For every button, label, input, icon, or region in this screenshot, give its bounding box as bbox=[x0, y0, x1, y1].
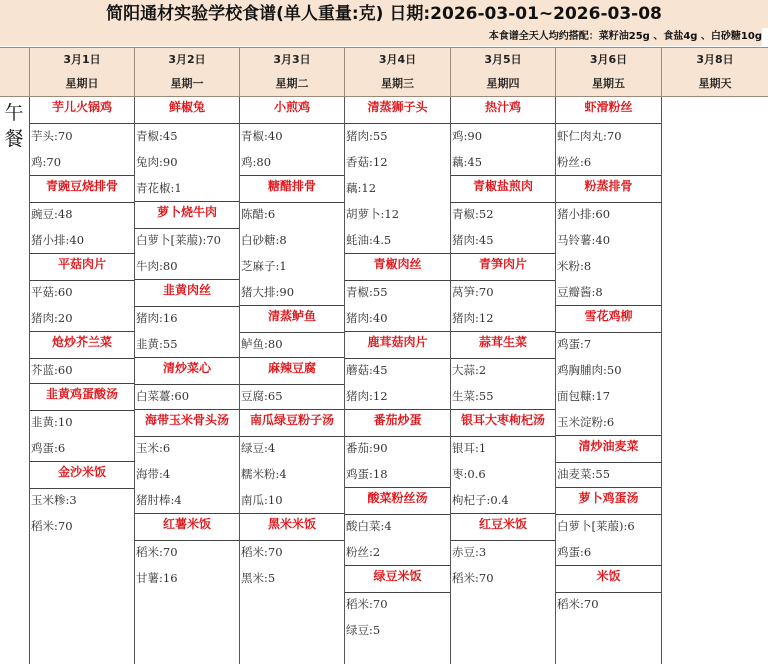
dish-name: 蒜茸生菜 bbox=[451, 331, 555, 359]
ingredient: 芋头:70 bbox=[31, 129, 73, 143]
ingredient: 青椒:45 bbox=[136, 129, 178, 143]
dish-name: 米饭 bbox=[556, 565, 661, 593]
dish-name: 萝卜鸡蛋汤 bbox=[556, 487, 661, 515]
ingredient: 藕:45 bbox=[452, 155, 483, 169]
ingredient: 胡萝卜:12 bbox=[346, 207, 400, 221]
day-column bbox=[29, 97, 134, 664]
ingredient: 猪肉:20 bbox=[31, 311, 73, 325]
ingredient: 鸡:90 bbox=[452, 129, 483, 143]
ingredient: 鸡蛋:6 bbox=[31, 441, 66, 455]
ingredient: 糯米粉:4 bbox=[241, 467, 287, 481]
ingredient: 鸡胸脯肉:50 bbox=[557, 363, 622, 377]
ingredient: 油麦菜:55 bbox=[557, 467, 611, 481]
weekday-cell: 星期五 bbox=[555, 72, 661, 96]
ingredient: 黑米:5 bbox=[241, 571, 276, 585]
ingredient: 鸡:80 bbox=[241, 155, 272, 169]
ingredient: 鲈鱼:80 bbox=[241, 337, 283, 351]
ingredient: 鸡蛋:18 bbox=[346, 467, 388, 481]
ingredient: 牛肉:80 bbox=[136, 259, 178, 273]
ingredient: 青椒:55 bbox=[346, 285, 388, 299]
ingredient: 番茄:90 bbox=[346, 441, 388, 455]
dish-name: 南瓜绿豆粉子汤 bbox=[240, 409, 344, 437]
ingredient: 蘑菇:45 bbox=[346, 363, 388, 377]
ingredient: 海带:4 bbox=[136, 467, 171, 481]
ingredient: 猪肘棒:4 bbox=[136, 493, 182, 507]
date-cell: 3月6日 bbox=[555, 48, 661, 72]
ingredient: 豌豆:48 bbox=[31, 207, 73, 221]
date-cell: 3月8日 bbox=[661, 48, 768, 72]
ingredient: 青椒:40 bbox=[241, 129, 283, 143]
dish-name: 麻辣豆腐 bbox=[240, 357, 344, 385]
page-title: 简阳通材实验学校食谱(单人重量:克) 日期:2026-03-01~2026-03-08 bbox=[0, 0, 768, 28]
day-column bbox=[239, 97, 344, 664]
ingredient: 枣:0.6 bbox=[452, 467, 486, 481]
ingredient: 稻米:70 bbox=[346, 597, 388, 611]
ingredient: 鸡蛋:7 bbox=[557, 337, 592, 351]
ingredient: 青花椒:1 bbox=[136, 181, 182, 195]
ingredient: 甘薯:16 bbox=[136, 571, 178, 585]
weekday-cell: 星期日 bbox=[29, 72, 134, 96]
ingredient: 陈醋:6 bbox=[241, 207, 276, 221]
ingredient: 猪大排:90 bbox=[241, 285, 295, 299]
ingredient: 赤豆:3 bbox=[452, 545, 487, 559]
meal-label-column bbox=[0, 97, 30, 664]
dish-name: 芋儿火锅鸡 bbox=[30, 97, 134, 124]
dish-name: 平菇肉片 bbox=[30, 253, 134, 281]
dish-name: 黑米米饭 bbox=[240, 513, 344, 541]
ingredient: 芝麻子:1 bbox=[241, 259, 287, 273]
ingredient: 蚝油:4.5 bbox=[346, 233, 392, 247]
ingredient: 稻米:70 bbox=[31, 519, 73, 533]
date-cell: 3月5日 bbox=[450, 48, 555, 72]
ingredient: 猪肉:45 bbox=[452, 233, 494, 247]
ingredient: 猪肉:40 bbox=[346, 311, 388, 325]
ingredient: 鸡蛋:6 bbox=[557, 545, 592, 559]
ingredient: 鸡:70 bbox=[31, 155, 62, 169]
ingredient: 芥蓝:60 bbox=[31, 363, 73, 377]
ingredient: 平菇:60 bbox=[31, 285, 73, 299]
dish-name: 粉蒸排骨 bbox=[556, 175, 661, 203]
ingredient: 虾仁肉丸:70 bbox=[557, 129, 622, 143]
dish-name: 金沙米饭 bbox=[30, 461, 134, 489]
ingredient: 香菇:12 bbox=[346, 155, 388, 169]
ingredient: 稻米:70 bbox=[136, 545, 178, 559]
dish-name: 银耳大枣枸杞汤 bbox=[451, 409, 555, 437]
ingredient: 猪肉:12 bbox=[346, 389, 388, 403]
ingredient: 藕:12 bbox=[346, 181, 377, 195]
ingredient: 玉米:6 bbox=[136, 441, 171, 455]
ingredient: 兔肉:90 bbox=[136, 155, 178, 169]
dish-name: 青笋肉片 bbox=[451, 253, 555, 281]
ingredient: 白萝卜[莱菔):70 bbox=[136, 233, 221, 247]
dish-name: 萝卜烧牛肉 bbox=[135, 201, 239, 229]
dish-name: 清炒菜心 bbox=[135, 357, 239, 385]
dish-name: 鲜椒兔 bbox=[135, 97, 239, 124]
dish-name: 清炒油麦菜 bbox=[556, 435, 661, 463]
ingredient: 面包糠:17 bbox=[557, 389, 611, 403]
dish-name: 绿豆米饭 bbox=[345, 565, 450, 593]
ingredient: 青椒:52 bbox=[452, 207, 494, 221]
day-column bbox=[450, 97, 555, 664]
ingredient: 大蒜:2 bbox=[452, 363, 487, 377]
ingredient: 粉丝:6 bbox=[557, 155, 592, 169]
ingredient: 猪肉:16 bbox=[136, 311, 178, 325]
dish-name: 鹿茸菇肉片 bbox=[345, 331, 450, 359]
dish-name: 热汁鸡 bbox=[451, 97, 555, 124]
ingredient: 绿豆:4 bbox=[241, 441, 276, 455]
dish-name: 清蒸狮子头 bbox=[345, 97, 450, 124]
day-column bbox=[134, 97, 239, 664]
dish-name: 炝炒芥兰菜 bbox=[30, 331, 134, 359]
ingredient: 银耳:1 bbox=[452, 441, 487, 455]
ingredient: 猪肉:12 bbox=[452, 311, 494, 325]
ingredient: 玉米淀粉:6 bbox=[557, 415, 615, 429]
weekday-cell: 星期一 bbox=[134, 72, 239, 96]
ingredient: 生菜:55 bbox=[452, 389, 494, 403]
dish-name: 番茄炒蛋 bbox=[345, 409, 450, 437]
meal-label: 午餐 bbox=[4, 102, 24, 150]
weekday-header-row bbox=[0, 72, 768, 97]
ingredient: 马铃薯:40 bbox=[557, 233, 611, 247]
weekday-cell: 星期二 bbox=[239, 72, 344, 96]
dish-name: 清蒸鲈鱼 bbox=[240, 305, 344, 333]
date-header-row bbox=[0, 47, 768, 73]
ingredient: 酸白菜:4 bbox=[346, 519, 392, 533]
ingredient: 粉丝:2 bbox=[346, 545, 381, 559]
dish-name: 虾滑粉丝 bbox=[556, 97, 661, 124]
dish-name: 韭黄肉丝 bbox=[135, 279, 239, 307]
day-column bbox=[344, 97, 450, 664]
date-cell: 3月1日 bbox=[29, 48, 134, 72]
header-corner-cell bbox=[0, 72, 29, 96]
ingredient: 稻米:70 bbox=[241, 545, 283, 559]
weekday-cell: 星期四 bbox=[450, 72, 555, 96]
header-corner-cell bbox=[0, 48, 29, 72]
ingredient: 韭黄:55 bbox=[136, 337, 178, 351]
dish-name: 青椒肉丝 bbox=[345, 253, 450, 281]
weekday-cell: 星期天 bbox=[661, 72, 768, 96]
dish-name: 海带玉米骨头汤 bbox=[135, 409, 239, 437]
date-cell: 3月4日 bbox=[344, 48, 450, 72]
dish-name: 酸菜粉丝汤 bbox=[345, 487, 450, 515]
dish-name: 小煎鸡 bbox=[240, 97, 344, 124]
dish-name: 红豆米饭 bbox=[451, 513, 555, 541]
dish-name: 红薯米饭 bbox=[135, 513, 239, 541]
ingredient: 玉米糁:3 bbox=[31, 493, 77, 507]
ingredient: 枸杞子:0.4 bbox=[452, 493, 509, 507]
dish-name: 青椒盐煎肉 bbox=[451, 175, 555, 203]
ingredient: 白砂糖:8 bbox=[241, 233, 287, 247]
ingredient: 韭黄:10 bbox=[31, 415, 73, 429]
ingredient: 米粉:8 bbox=[557, 259, 592, 273]
ingredient: 稻米:70 bbox=[452, 571, 494, 585]
seasoning-note: 本食谱全天人均约搭配：菜籽油25g 、食盐4g 、白砂糖10g bbox=[0, 28, 762, 46]
ingredient: 白萝卜[莱菔):6 bbox=[557, 519, 635, 533]
dish-name: 糖醋排骨 bbox=[240, 175, 344, 203]
weekday-cell: 星期三 bbox=[344, 72, 450, 96]
ingredient: 猪小排:40 bbox=[31, 233, 85, 247]
ingredient: 稻米:70 bbox=[557, 597, 599, 611]
date-cell: 3月2日 bbox=[134, 48, 239, 72]
ingredient: 南瓜:10 bbox=[241, 493, 283, 507]
date-cell: 3月3日 bbox=[239, 48, 344, 72]
ingredient: 白菜薹:60 bbox=[136, 389, 190, 403]
dish-name: 青豌豆烧排骨 bbox=[30, 175, 134, 203]
ingredient: 豆瓣酱:8 bbox=[557, 285, 603, 299]
ingredient: 豆腐:65 bbox=[241, 389, 283, 403]
dish-name: 雪花鸡柳 bbox=[556, 305, 661, 333]
day-column bbox=[661, 97, 768, 664]
ingredient: 猪肉:55 bbox=[346, 129, 388, 143]
day-column bbox=[555, 97, 661, 664]
ingredient: 绿豆:5 bbox=[346, 623, 381, 637]
dish-name: 韭黄鸡蛋酸汤 bbox=[30, 383, 134, 411]
ingredient: 猪小排:60 bbox=[557, 207, 611, 221]
ingredient: 莴笋:70 bbox=[452, 285, 494, 299]
